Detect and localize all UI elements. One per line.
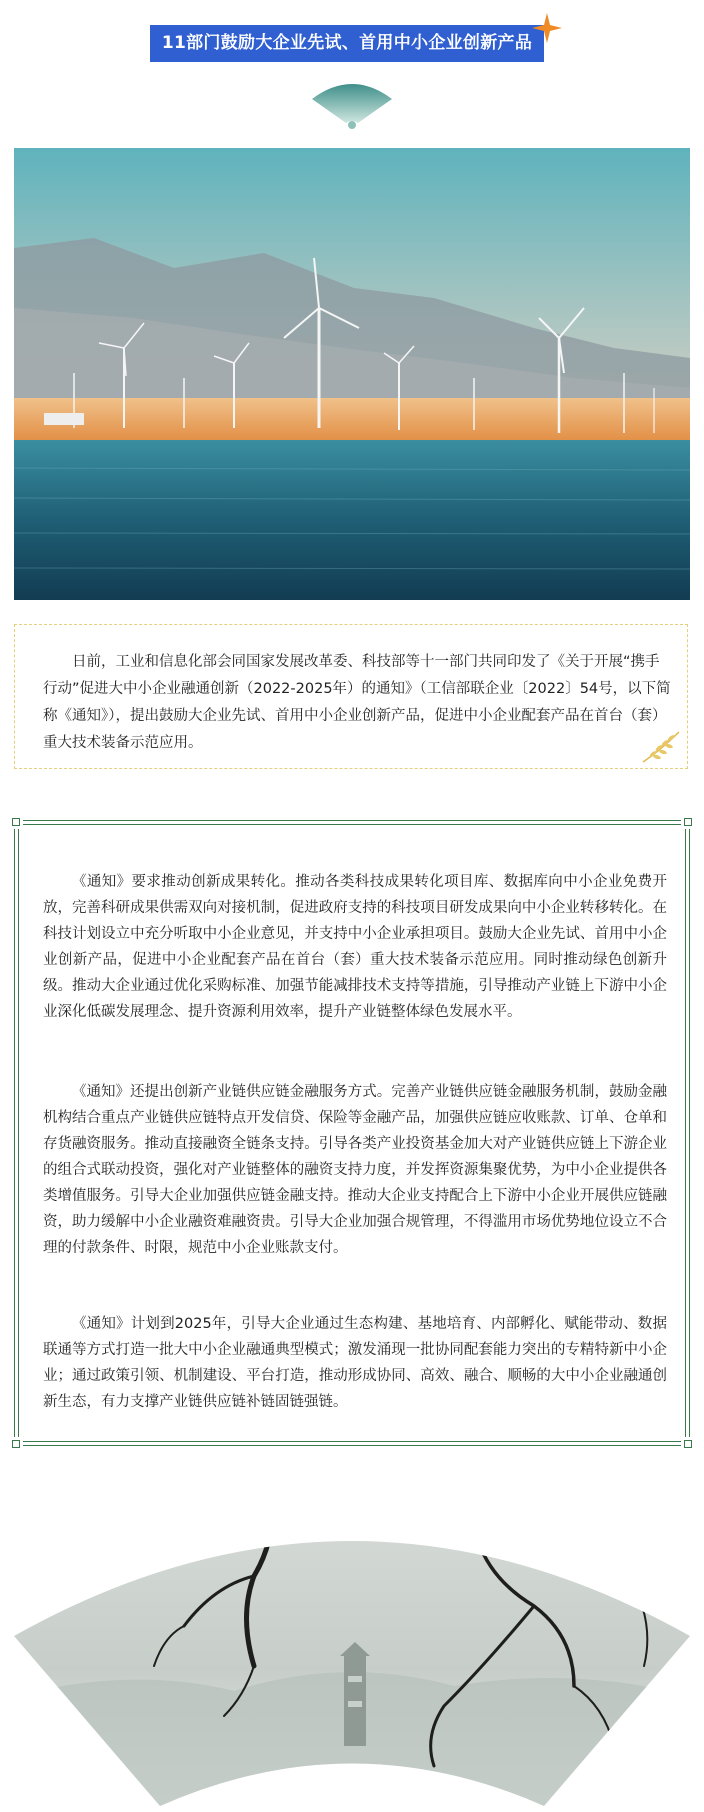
page-title: 11部门鼓励大企业先试、首用中小企业创新产品 xyxy=(161,33,533,53)
wind-turbine-photo xyxy=(14,148,690,600)
frame-corner xyxy=(9,1437,23,1451)
star-icon xyxy=(530,11,564,45)
frame-corner xyxy=(681,815,695,829)
fan-landscape-photo xyxy=(14,1466,690,1806)
frame-corner xyxy=(9,815,23,829)
body-paragraph: 《通知》计划到2025年，引导大企业通过生态构建、基地培育、内部孵化、赋能带动、数据联通等方式打造一批大中小企业融通典型模式；激发涌现一批协同配套能力突出的专精特新中小企业；通过政策引领、机制建设、平台打造，推动形成协同、高效、融合、顺畅的大中小企业融通创新生态，有力支撑产业链供应链补链固链强链。 xyxy=(43,1316,667,1410)
frame-corner xyxy=(681,1437,695,1451)
body-paragraph: 《通知》要求推动创新成果转化。推动各类科技成果转化项目库、数据库向中小企业免费开放，完善科研成果供需双向对接机制，促进政府支持的科技项目研发成果向中小企业转移转化。在科技计划设立中充分听取中小企业意见，并支持中小企业承担项目。鼓励大企业先试、首用中小企业创新产品，促进中小企业配套产品在首台（套）重大技术装备示范应用。同时推动绿色创新升级。推动大企业通过优化采购标准、加强节能减排技术支持等措施，引导推动产业链上下游中小企业深化低碳发展理念、提升资源利用效率，提升产业链整体绿色发展水平。 xyxy=(43,874,667,1020)
content-frame xyxy=(14,820,690,1446)
body-paragraph: 《通知》还提出创新产业链供应链金融服务方式。完善产业链供应链金融服务机制，鼓励金融机构结合重点产业链供应链特点开发信贷、保险等金融产品，加强供应链应收账款、订单、仓单和存货融资服务。推动直接融资全链条支持。引导各类产业投资基金加大对产业链供应链上下游企业的组合式联动投资，强化对产业链整体的融资支持力度，并发挥资源集聚优势，为中小企业提供各类增值服务。引导大企业加强供应链金融支持。推动大企业支持配合上下游中小企业开展供应链融资，助力缓解中小企业融资难融资贵。引导大企业加强合规管理，不得滥用市场优势地位设立不合理的付款条件、时限，规范中小企业账款支付。 xyxy=(43,1084,667,1256)
intro-box xyxy=(14,624,688,769)
title-banner xyxy=(150,25,544,62)
fan-ornament-icon xyxy=(308,77,396,131)
wheat-icon xyxy=(639,728,683,764)
intro-text: 日前，工业和信息化部会同国家发展改革委、科技部等十一部门共同印发了《关于开展“携手行动”促进大中小企业融通创新（2022-2025年）的通知》（工信部联企业〔2022〕54号，以下简称《通知》），提出鼓励大企业先试、首用中小企业创新产品，促进中小企业配套产品在首台（套）重大技术装备示范应用。 xyxy=(43,654,671,751)
